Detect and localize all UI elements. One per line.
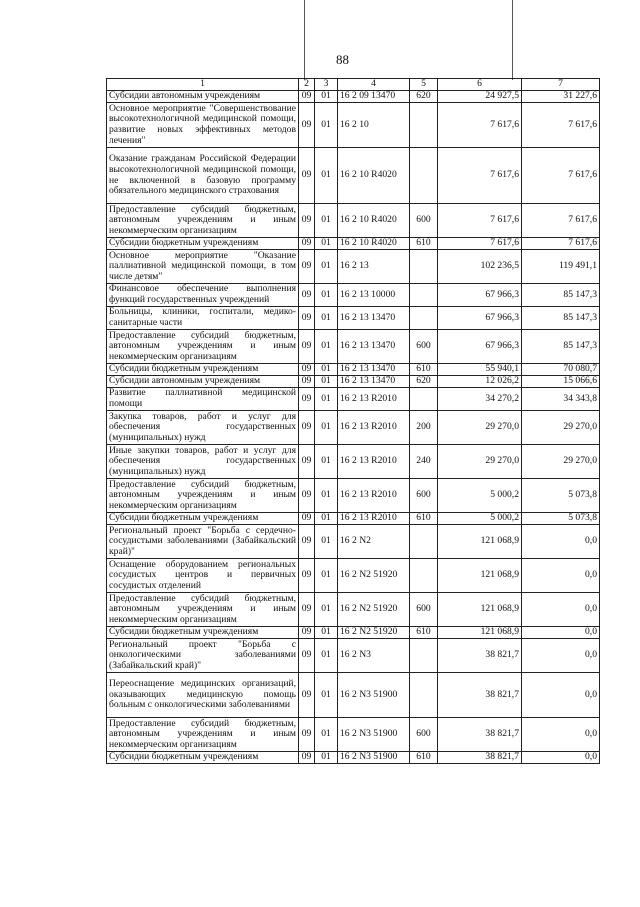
scan-fold-line-left (304, 0, 305, 80)
row-name: Предоставление субсидий бюджетным, автономным учреждениям и иным некоммерческим организациям (107, 718, 299, 752)
row-expense-type: 610 (410, 238, 438, 250)
row-name: Субсидии бюджетным учреждениям (107, 627, 299, 639)
row-podrazdel: 01 (315, 627, 338, 639)
row-amount-year2: 31 227,6 (522, 91, 600, 103)
row-amount-year1: 121 068,9 (438, 627, 522, 639)
row-razdel: 09 (299, 388, 315, 411)
row-expense-type: 610 (410, 364, 438, 376)
header-col-7: 7 (522, 79, 600, 91)
row-target-code: 16 2 13 R2010 (338, 411, 410, 445)
row-podrazdel: 01 (315, 330, 338, 364)
row-expense-type (410, 388, 438, 411)
row-target-code: 16 2 10 R4020 (338, 238, 410, 250)
table-row (107, 411, 600, 445)
table-row (107, 639, 600, 673)
row-expense-type: 200 (410, 411, 438, 445)
row-amount-year2: 7 617,6 (522, 204, 600, 238)
row-razdel: 09 (299, 148, 315, 204)
table-row (107, 445, 600, 479)
row-name: Оснащение оборудованием региональных сосудистых центров и первичных сосудистых отделений (107, 559, 299, 593)
row-name: Финансовое обеспечение выполнения функций государственных учреждений (107, 284, 299, 307)
page-number: 88 (336, 52, 349, 67)
table-row (107, 479, 600, 513)
row-expense-type (410, 148, 438, 204)
row-amount-year2: 29 270,0 (522, 445, 600, 479)
header-col-4: 4 (338, 79, 410, 91)
row-name: Основное мероприятие "Оказание паллиативной медицинской помощи, в том числе детям" (107, 250, 299, 284)
row-expense-type: 240 (410, 445, 438, 479)
row-target-code: 16 2 13 (338, 250, 410, 284)
row-podrazdel: 01 (315, 673, 338, 718)
row-target-code: 16 2 13 10000 (338, 284, 410, 307)
row-expense-type: 620 (410, 376, 438, 388)
row-amount-year2: 0,0 (522, 559, 600, 593)
table-row (107, 307, 600, 330)
row-target-code: 16 2 N2 51920 (338, 627, 410, 639)
row-amount-year2: 85 147,3 (522, 330, 600, 364)
row-expense-type: 600 (410, 479, 438, 513)
row-expense-type (410, 639, 438, 673)
row-name: Субсидии бюджетным учреждениям (107, 238, 299, 250)
row-razdel: 09 (299, 250, 315, 284)
row-amount-year2: 85 147,3 (522, 307, 600, 330)
row-expense-type (410, 559, 438, 593)
table-row (107, 673, 600, 718)
row-podrazdel: 01 (315, 376, 338, 388)
table-row (107, 525, 600, 559)
row-expense-type (410, 525, 438, 559)
row-amount-year1: 29 270,0 (438, 445, 522, 479)
row-amount-year2: 29 270,0 (522, 411, 600, 445)
table-header-row (107, 79, 600, 91)
table-row (107, 593, 600, 627)
row-amount-year2: 85 147,3 (522, 284, 600, 307)
row-name: Субсидии бюджетным учреждениям (107, 752, 299, 764)
row-podrazdel: 01 (315, 91, 338, 103)
row-expense-type: 600 (410, 204, 438, 238)
row-podrazdel: 01 (315, 445, 338, 479)
row-amount-year1: 55 940,1 (438, 364, 522, 376)
row-amount-year1: 7 617,6 (438, 148, 522, 204)
row-name: Предоставление субсидий бюджетным, автономным учреждениям и иным некоммерческим организациям (107, 593, 299, 627)
row-target-code: 16 2 13 13470 (338, 330, 410, 364)
header-col-5: 5 (410, 79, 438, 91)
row-target-code: 16 2 N3 51900 (338, 718, 410, 752)
table-row (107, 91, 600, 103)
row-razdel: 09 (299, 525, 315, 559)
row-amount-year1: 121 068,9 (438, 559, 522, 593)
row-target-code: 16 2 N3 51900 (338, 752, 410, 764)
row-amount-year1: 38 821,7 (438, 718, 522, 752)
row-podrazdel: 01 (315, 639, 338, 673)
row-podrazdel: 01 (315, 204, 338, 238)
row-amount-year2: 34 343,8 (522, 388, 600, 411)
row-podrazdel: 01 (315, 148, 338, 204)
row-amount-year2: 15 066,6 (522, 376, 600, 388)
row-razdel: 09 (299, 204, 315, 238)
row-target-code: 16 2 10 R4020 (338, 204, 410, 238)
row-podrazdel: 01 (315, 513, 338, 525)
row-razdel: 09 (299, 238, 315, 250)
row-expense-type (410, 103, 438, 148)
row-razdel: 09 (299, 330, 315, 364)
row-amount-year1: 29 270,0 (438, 411, 522, 445)
table-row (107, 718, 600, 752)
header-col-2: 2 (299, 79, 315, 91)
header-col-6: 6 (438, 79, 522, 91)
row-podrazdel: 01 (315, 103, 338, 148)
table-row (107, 284, 600, 307)
row-amount-year2: 0,0 (522, 627, 600, 639)
row-expense-type (410, 307, 438, 330)
row-razdel: 09 (299, 411, 315, 445)
row-expense-type: 610 (410, 627, 438, 639)
row-name: Субсидии бюджетным учреждениям (107, 513, 299, 525)
table-row (107, 238, 600, 250)
row-podrazdel: 01 (315, 593, 338, 627)
row-amount-year1: 24 927,5 (438, 91, 522, 103)
row-expense-type (410, 673, 438, 718)
row-expense-type: 610 (410, 752, 438, 764)
row-target-code: 16 2 13 13470 (338, 307, 410, 330)
row-podrazdel: 01 (315, 250, 338, 284)
row-podrazdel: 01 (315, 479, 338, 513)
row-target-code: 16 2 13 13470 (338, 376, 410, 388)
table-body (107, 91, 600, 764)
row-amount-year1: 34 270,2 (438, 388, 522, 411)
row-amount-year1: 67 966,3 (438, 330, 522, 364)
row-name: Региональный проект "Борьба с сердечно-сосудистыми заболеваниями (Забайкальский край)" (107, 525, 299, 559)
row-razdel: 09 (299, 364, 315, 376)
row-amount-year2: 0,0 (522, 752, 600, 764)
row-target-code: 16 2 10 R4020 (338, 148, 410, 204)
row-name: Развитие паллиативной медицинской помощи (107, 388, 299, 411)
row-razdel: 09 (299, 718, 315, 752)
row-target-code: 16 2 N2 51920 (338, 559, 410, 593)
row-amount-year2: 7 617,6 (522, 148, 600, 204)
row-name: Иные закупки товаров, работ и услуг для обеспечения государственных (муниципальных) нужд (107, 445, 299, 479)
row-razdel: 09 (299, 559, 315, 593)
row-amount-year2: 70 080,7 (522, 364, 600, 376)
row-amount-year2: 5 073,8 (522, 513, 600, 525)
row-target-code: 16 2 N2 51920 (338, 593, 410, 627)
row-target-code: 16 2 13 R2010 (338, 388, 410, 411)
table-row (107, 376, 600, 388)
table-row (107, 148, 600, 204)
row-amount-year1: 12 026,2 (438, 376, 522, 388)
row-podrazdel: 01 (315, 752, 338, 764)
table-row (107, 559, 600, 593)
row-target-code: 16 2 N3 51900 (338, 673, 410, 718)
row-amount-year1: 102 236,5 (438, 250, 522, 284)
row-podrazdel: 01 (315, 411, 338, 445)
row-target-code: 16 2 N3 (338, 639, 410, 673)
table-row (107, 388, 600, 411)
row-name: Субсидии бюджетным учреждениям (107, 364, 299, 376)
row-name: Региональный проект "Борьба с онкологическими заболеваниями (Забайкальский край)" (107, 639, 299, 673)
row-name: Больницы, клиники, госпитали, медико-санитарные части (107, 307, 299, 330)
row-razdel: 09 (299, 479, 315, 513)
table-row (107, 250, 600, 284)
row-amount-year1: 121 068,9 (438, 525, 522, 559)
row-podrazdel: 01 (315, 284, 338, 307)
row-razdel: 09 (299, 639, 315, 673)
row-target-code: 16 2 13 R2010 (338, 479, 410, 513)
row-name: Закупка товаров, работ и услуг для обеспечения государственных (муниципальных) нужд (107, 411, 299, 445)
row-amount-year2: 7 617,6 (522, 238, 600, 250)
row-amount-year2: 119 491,1 (522, 250, 600, 284)
row-amount-year1: 7 617,6 (438, 204, 522, 238)
table-row (107, 204, 600, 238)
row-expense-type: 600 (410, 330, 438, 364)
row-name: Субсидии автономным учреждениям (107, 376, 299, 388)
row-podrazdel: 01 (315, 307, 338, 330)
row-amount-year2: 7 617,6 (522, 103, 600, 148)
header-col-1: 1 (107, 79, 299, 91)
row-razdel: 09 (299, 593, 315, 627)
row-podrazdel: 01 (315, 525, 338, 559)
row-podrazdel: 01 (315, 364, 338, 376)
row-razdel: 09 (299, 445, 315, 479)
row-expense-type (410, 250, 438, 284)
table-row (107, 752, 600, 764)
row-razdel: 09 (299, 307, 315, 330)
row-name: Предоставление субсидий бюджетным, автономным учреждениям и иным некоммерческим организациям (107, 479, 299, 513)
row-razdel: 09 (299, 103, 315, 148)
row-amount-year1: 38 821,7 (438, 673, 522, 718)
row-target-code: 16 2 13 R2010 (338, 513, 410, 525)
row-expense-type: 600 (410, 718, 438, 752)
row-podrazdel: 01 (315, 718, 338, 752)
row-expense-type: 600 (410, 593, 438, 627)
row-amount-year1: 67 966,3 (438, 307, 522, 330)
budget-table (106, 78, 600, 764)
table-row (107, 330, 600, 364)
row-razdel: 09 (299, 752, 315, 764)
row-podrazdel: 01 (315, 238, 338, 250)
row-target-code: 16 2 13 R2010 (338, 445, 410, 479)
table-row (107, 513, 600, 525)
row-amount-year2: 5 073,8 (522, 479, 600, 513)
row-target-code: 16 2 09 13470 (338, 91, 410, 103)
row-razdel: 09 (299, 376, 315, 388)
row-name: Субсидии автономным учреждениям (107, 91, 299, 103)
header-col-3: 3 (315, 79, 338, 91)
row-name: Предоставление субсидий бюджетным, автономным учреждениям и иным некоммерческим организациям (107, 204, 299, 238)
row-razdel: 09 (299, 627, 315, 639)
row-target-code: 16 2 13 13470 (338, 364, 410, 376)
table-row (107, 627, 600, 639)
row-target-code: 16 2 N2 (338, 525, 410, 559)
table-row (107, 364, 600, 376)
row-target-code: 16 2 10 (338, 103, 410, 148)
row-name: Предоставление субсидий бюджетным, автономным учреждениям и иным некоммерческим организациям (107, 330, 299, 364)
row-amount-year1: 7 617,6 (438, 103, 522, 148)
row-amount-year1: 67 966,3 (438, 284, 522, 307)
row-amount-year1: 7 617,6 (438, 238, 522, 250)
row-expense-type: 620 (410, 91, 438, 103)
row-expense-type: 610 (410, 513, 438, 525)
row-amount-year1: 5 000,2 (438, 479, 522, 513)
row-amount-year1: 5 000,2 (438, 513, 522, 525)
row-razdel: 09 (299, 284, 315, 307)
row-razdel: 09 (299, 673, 315, 718)
row-amount-year1: 121 068,9 (438, 593, 522, 627)
row-amount-year2: 0,0 (522, 593, 600, 627)
row-amount-year1: 38 821,7 (438, 639, 522, 673)
scan-fold-line-right (512, 0, 513, 80)
row-amount-year1: 38 821,7 (438, 752, 522, 764)
row-name: Переоснащение медицинских организаций, оказывающих медицинскую помощь больным с онкологическими заболеваниями (107, 673, 299, 718)
row-name: Оказание гражданам Российской Федерации высокотехнологичной медицинской помощи, не включенной в базовую программу обязательного медицинского страхования (107, 148, 299, 204)
row-name: Основное мероприятие "Совершенствование высокотехнологичной медицинской помощи, развитие новых эффективных методов лечения" (107, 103, 299, 148)
row-podrazdel: 01 (315, 388, 338, 411)
row-amount-year2: 0,0 (522, 639, 600, 673)
row-razdel: 09 (299, 513, 315, 525)
row-razdel: 09 (299, 91, 315, 103)
row-podrazdel: 01 (315, 559, 338, 593)
row-amount-year2: 0,0 (522, 718, 600, 752)
row-amount-year2: 0,0 (522, 525, 600, 559)
row-expense-type (410, 284, 438, 307)
row-amount-year2: 0,0 (522, 673, 600, 718)
table-row (107, 103, 600, 148)
